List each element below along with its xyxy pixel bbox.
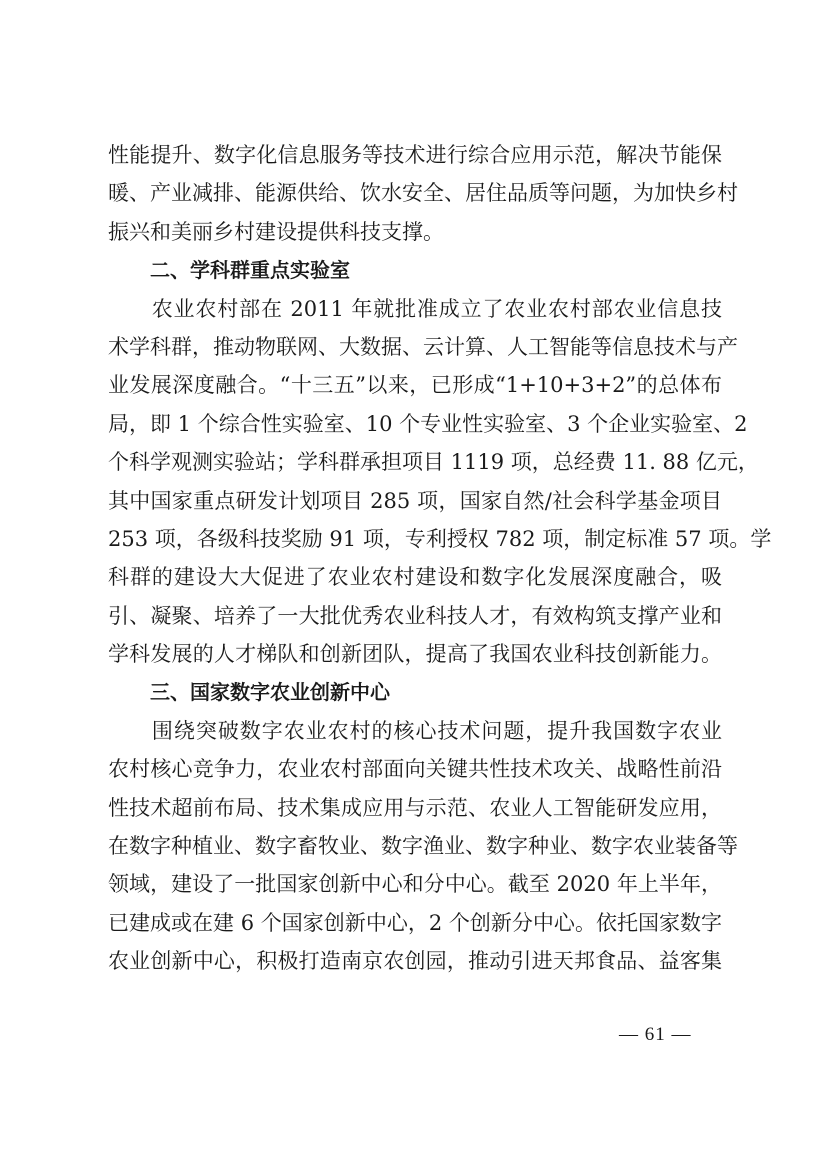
text-line: 领域，建设了一批国家创新中心和分中心。截至 2020 年上半年， (108, 872, 722, 897)
text-line: 农业创新中心，积极打造南京农创园，推动引进天邦食品、益客集 (108, 949, 722, 974)
text-line: 253 项，各级科技奖励 91 项，专利授权 782 项，制定标准 57 项。学 (108, 526, 772, 551)
text-line: 暖、产业减排、能源供给、饮水安全、居住品质等问题，为加快乡村 (108, 181, 738, 206)
body-text (108, 136, 772, 981)
text-line: 农村核心竞争力，农业农村部面向关键共性技术攻关、战略性前沿 (108, 757, 722, 782)
text-line: 在数字种植业、数字畜牧业、数字渔业、数字种业、数字农业装备等 (108, 834, 738, 859)
text-line: 已建成或在建 6 个国家创新中心，2 个创新分中心。依托国家数字 (108, 910, 722, 935)
text-line: 业发展深度融合。“十三五”以来，已形成“1+10+3+2”的总体布 (108, 373, 722, 398)
page-number: — 61 — (619, 1024, 692, 1045)
text-line: 性技术超前布局、技术集成应用与示范、农业人工智能研发应用， (108, 795, 722, 820)
section-heading: 二、学科群重点实验室 (150, 258, 350, 283)
text-line: 引、凝聚、培养了一大批优秀农业科技人才，有效构筑支撑产业和 (108, 603, 722, 628)
text-line: 性能提升、数字化信息服务等技术进行综合应用示范，解决节能保 (108, 143, 722, 167)
text-line: 个科学观测实验站；学科群承担项目 1119 项，总经费 11. 88 亿元， (108, 450, 759, 475)
text-line: 其中国家重点研发计划项目 285 项，国家自然/社会科学基金项目 (108, 488, 722, 513)
text-line: 振兴和美丽乡村建设提供科技支撑。 (108, 219, 444, 244)
section-3 (108, 673, 738, 980)
section-heading: 三、国家数字农业创新中心 (150, 680, 390, 705)
section-2 (108, 251, 772, 673)
text-line: 围绕突破数字农业农村的核心技术问题，提升我国数字农业 (108, 718, 722, 743)
text-line: 局，即 1 个综合性实验室、10 个专业性实验室、3 个企业实验室、2 (108, 411, 748, 436)
text-line: 学科发展的人才梯队和创新团队，提高了我国农业科技创新能力。 (108, 642, 722, 667)
text-line: 科群的建设大大促进了农业农村建设和数字化发展深度融合，吸 (108, 565, 722, 590)
text-line: 农业农村部在 2011 年就批准成立了农业农村部农业信息技 (108, 296, 722, 321)
text-line: 术学科群，推动物联网、大数据、云计算、人工智能等信息技术与产 (108, 334, 738, 359)
paragraph-1 (108, 136, 738, 251)
